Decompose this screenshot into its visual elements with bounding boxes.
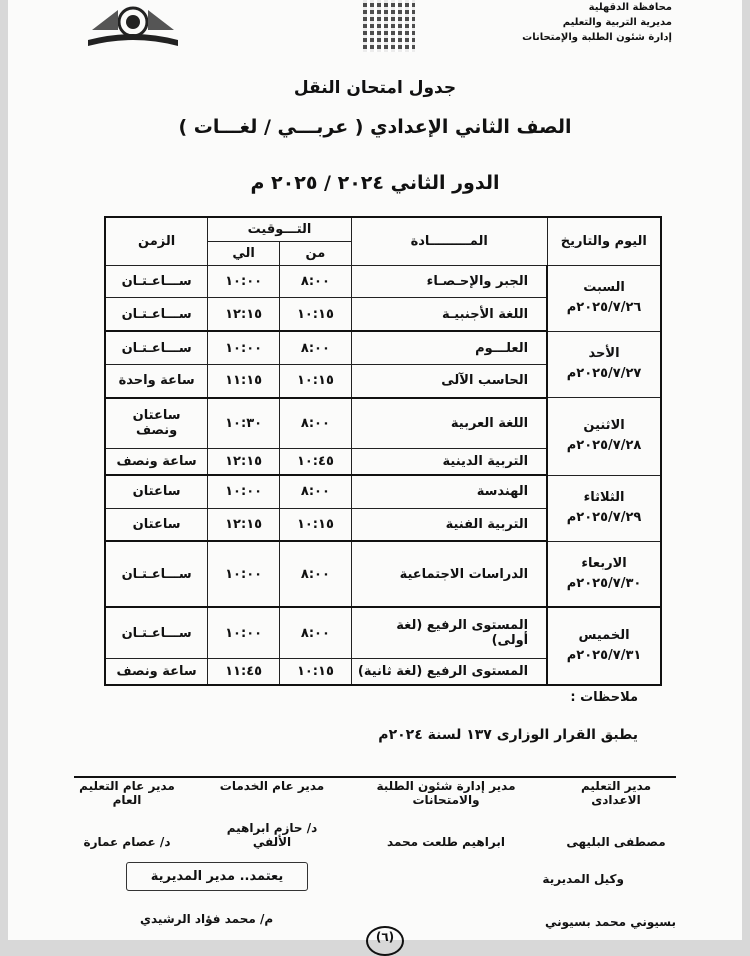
day-name: السبت — [583, 280, 625, 296]
duration-cell: ساعتان ونصف — [105, 398, 208, 449]
to-cell: ١١:١٥ — [208, 364, 280, 397]
subject-cell: الدراسات الاجتماعية — [351, 541, 547, 607]
notes-label: ملاحظات : — [570, 690, 638, 705]
day-date: ٢٠٢٥/٧/٢٦م — [566, 300, 642, 316]
approval-stamp: يعتمد.. مدير المديرية — [126, 862, 308, 891]
to-cell: ١٠:٠٠ — [208, 475, 280, 508]
day-cell — [547, 331, 661, 397]
subject-cell: التربية الدينية — [351, 448, 547, 475]
from-cell: ٨:٠٠ — [280, 265, 352, 298]
day-cell — [547, 475, 661, 541]
duration-cell: ســـاعـتـان — [105, 298, 208, 332]
day-date: ٢٠٢٥/٧/٣١م — [566, 648, 642, 664]
signature-name: د/ عصام عمارة — [83, 835, 171, 849]
subject-cell: اللغة العربية — [351, 398, 547, 449]
subject-cell: الجبر والإحـصـاء — [351, 265, 547, 298]
header-duration: الزمن — [105, 217, 208, 265]
day-cell — [547, 607, 661, 685]
day-name: الأحد — [588, 346, 620, 362]
subject-cell: المستوى الرفيع (لغة أولى) — [351, 607, 547, 658]
subject-cell: التربية الفنية — [351, 508, 547, 541]
day-date: ٢٠٢٥/٧/٢٧م — [566, 366, 642, 382]
signature-name: د/ حازم ابراهيم الألفي — [226, 821, 318, 849]
from-cell: ١٠:٤٥ — [280, 448, 352, 475]
from-cell: ٨:٠٠ — [280, 398, 352, 449]
to-cell: ١٠:٠٠ — [208, 331, 280, 364]
to-cell: ١٠:٠٠ — [208, 265, 280, 298]
divider — [74, 776, 676, 778]
duration-cell: ســـاعـتـان — [105, 265, 208, 298]
signature-role: مدير عام التعليم العام — [79, 779, 175, 807]
from-cell: ٨:٠٠ — [280, 475, 352, 508]
signature-block — [72, 779, 182, 849]
to-cell: ١٠:٣٠ — [208, 398, 280, 449]
day-date: ٢٠٢٥/٧/٢٩م — [566, 510, 642, 526]
signature-role: مدير إدارة شئون الطلبة والامتحانات — [376, 779, 516, 807]
day-name: الاثنين — [583, 418, 625, 434]
to-cell: ١١:٤٥ — [208, 658, 280, 685]
department-line: إدارة شئون الطلبة والإمتحانات — [522, 32, 672, 43]
qr-code-icon — [363, 0, 415, 52]
day-name: الخميس — [578, 628, 630, 644]
session-title: الدور الثاني ٢٠٢٤ / ٢٠٢٥ م — [250, 172, 500, 194]
signature-block — [212, 779, 332, 849]
signature-block — [348, 779, 544, 849]
grade-title: الصف الثاني الإعدادي ( عربـــي / لغـــات ) — [178, 116, 572, 138]
duration-cell: ساعة واحدة — [105, 364, 208, 397]
header-timing: التـــوقيت — [208, 217, 352, 241]
from-cell: ١٠:١٥ — [280, 298, 352, 332]
to-cell: ١٢:١٥ — [208, 448, 280, 475]
directorate-line: مديرية التربية والتعليم — [562, 17, 672, 28]
duration-cell: ساعة ونصف — [105, 658, 208, 685]
day-cell — [547, 398, 661, 476]
duration-cell: ساعتان — [105, 475, 208, 508]
duration-cell: ساعة ونصف — [105, 448, 208, 475]
governorate-line: محافظة الدقهلية — [588, 2, 672, 13]
day-date: ٢٠٢٥/٧/٣٠م — [566, 576, 642, 592]
from-cell: ٨:٠٠ — [280, 331, 352, 364]
header-day: اليوم والتاريخ — [547, 217, 661, 265]
to-cell: ١٠:٠٠ — [208, 607, 280, 658]
day-name: الثلاثاء — [583, 490, 625, 506]
day-cell — [547, 265, 661, 331]
from-cell: ٨:٠٠ — [280, 541, 352, 607]
subject-cell: اللغة الأجنبيـة — [351, 298, 547, 332]
subject-cell: الحاسب الآلى — [351, 364, 547, 397]
day-name: الاربعاء — [581, 556, 627, 572]
header-from: من — [280, 241, 352, 265]
signature-name: مصطفى البليهى — [566, 835, 666, 849]
ministry-logo-icon — [78, 0, 188, 48]
document-sheet — [8, 0, 742, 944]
deputy-name: بسيوني محمد بسيوني — [545, 915, 676, 929]
signature-block — [556, 779, 676, 849]
subject-cell: الهندسة — [351, 475, 547, 508]
day-date: ٢٠٢٥/٧/٢٨م — [566, 438, 642, 454]
approval-name: م/ محمد فؤاد الرشيدي — [140, 912, 274, 926]
to-cell: ١٢:١٥ — [208, 298, 280, 332]
duration-cell: ســـاعـتـان — [105, 607, 208, 658]
notes-text: يطبق القرار الوزارى ١٣٧ لسنة ٢٠٢٤م — [378, 727, 638, 743]
subject-cell: المستوى الرفيع (لغة ثانية) — [351, 658, 547, 685]
from-cell: ٨:٠٠ — [280, 607, 352, 658]
page-title: جدول امتحان النقل — [293, 78, 457, 98]
header-to: الي — [208, 241, 280, 265]
issuer-header — [522, 0, 672, 45]
subject-cell: العلـــوم — [351, 331, 547, 364]
signature-role: مدير التعليم الاعدادى — [580, 779, 651, 807]
duration-cell: ســـاعـتـان — [105, 541, 208, 607]
duration-cell: ســـاعـتـان — [105, 331, 208, 364]
day-cell — [547, 541, 661, 607]
to-cell: ١٢:١٥ — [208, 508, 280, 541]
to-cell: ١٠:٠٠ — [208, 541, 280, 607]
duration-cell: ساعتان — [105, 508, 208, 541]
signature-role: مدير عام الخدمات — [219, 779, 325, 793]
from-cell: ١٠:١٥ — [280, 364, 352, 397]
deputy-title: وكيل المديرية — [542, 872, 624, 886]
exam-schedule-table — [104, 216, 662, 686]
from-cell: ١٠:١٥ — [280, 508, 352, 541]
page-number: (٦) — [366, 926, 404, 956]
header-subject: المـــــــــادة — [351, 217, 547, 265]
signature-name: ابراهيم طلعت محمد — [387, 835, 505, 849]
from-cell: ١٠:١٥ — [280, 658, 352, 685]
